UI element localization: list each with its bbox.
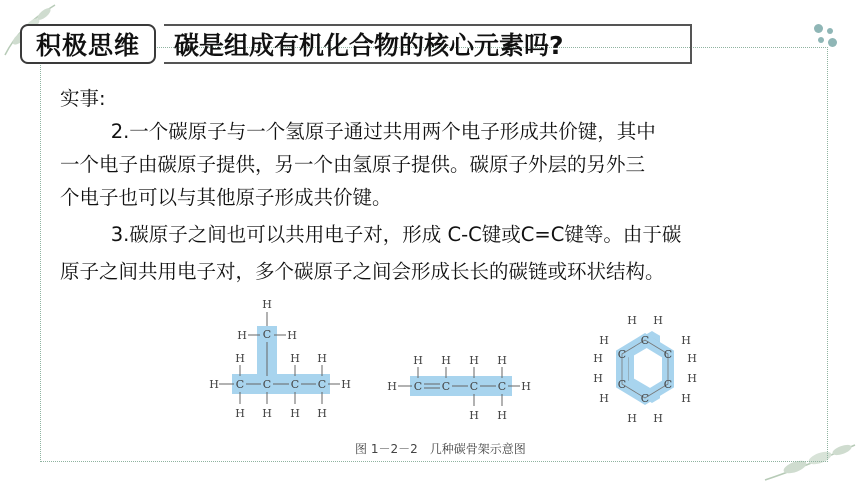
svg-text:C: C xyxy=(663,348,673,361)
svg-text:C: C xyxy=(640,334,650,347)
svg-text:H: H xyxy=(593,352,603,365)
title-bar xyxy=(20,24,692,64)
content-heading: 实事: xyxy=(60,87,106,110)
svg-text:C: C xyxy=(617,378,627,391)
svg-text:H: H xyxy=(599,334,609,347)
paragraph-2-line-2: 一个电子由碳原子提供，另一个由氢原子提供。碳原子外层的另外三 xyxy=(60,153,646,176)
svg-text:H: H xyxy=(290,407,300,420)
svg-text:H: H xyxy=(441,354,451,367)
svg-text:H: H xyxy=(469,354,479,367)
branched-chain-structure xyxy=(209,298,351,420)
svg-text:H: H xyxy=(599,392,609,405)
paragraph-3-line-2: 原子之间共用电子对，多个碳原子之间会形成长长的碳链或环状结构。 xyxy=(60,260,665,283)
svg-text:H: H xyxy=(687,372,697,385)
svg-text:H: H xyxy=(469,409,479,422)
svg-text:H: H xyxy=(413,354,423,367)
svg-text:H: H xyxy=(287,329,297,342)
paragraph-2-line-1: 2.一个碳原子与一个氢原子通过共用两个电子形成共价键，其中 xyxy=(110,120,656,143)
paragraph-2-line-3: 个电子也可以与其他原子形成共价键。 xyxy=(60,186,392,209)
paragraph-3-line-1: 3.碳原子之间也可以共用电子对，形成 C-C键或C=C键等。由于碳 xyxy=(110,223,682,246)
dots-decoration xyxy=(814,24,838,48)
svg-text:H: H xyxy=(209,378,219,391)
figure-caption: 图 1－2－2 几种碳骨架示意图 xyxy=(355,442,526,456)
svg-text:H: H xyxy=(521,380,531,393)
svg-text:C: C xyxy=(317,378,327,391)
svg-text:H: H xyxy=(627,314,637,327)
svg-text:C: C xyxy=(441,380,451,393)
svg-text:C: C xyxy=(235,378,245,391)
svg-text:C: C xyxy=(469,380,479,393)
svg-text:C: C xyxy=(262,328,272,341)
ring-figure xyxy=(590,310,700,430)
svg-text:H: H xyxy=(290,352,300,365)
svg-text:H: H xyxy=(317,352,327,365)
svg-text:C: C xyxy=(262,378,272,391)
svg-text:H: H xyxy=(687,352,697,365)
linear-chain-structure xyxy=(387,354,531,422)
svg-text:H: H xyxy=(387,380,397,393)
svg-text:H: H xyxy=(235,352,245,365)
svg-text:H: H xyxy=(317,407,327,420)
svg-text:H: H xyxy=(653,412,663,425)
svg-text:C: C xyxy=(640,392,650,405)
svg-text:H: H xyxy=(653,314,663,327)
svg-text:H: H xyxy=(237,329,247,342)
svg-text:C: C xyxy=(497,380,507,393)
svg-text:H: H xyxy=(262,298,272,311)
section-tag: 积极思维 xyxy=(20,24,156,64)
svg-text:H: H xyxy=(235,407,245,420)
svg-text:H: H xyxy=(497,354,507,367)
svg-text:H: H xyxy=(497,409,507,422)
svg-text:H: H xyxy=(593,372,603,385)
content-body xyxy=(60,82,800,288)
svg-text:H: H xyxy=(262,407,272,420)
svg-text:C: C xyxy=(290,378,300,391)
svg-text:C: C xyxy=(413,380,423,393)
svg-text:H: H xyxy=(627,412,637,425)
svg-text:C: C xyxy=(617,348,627,361)
svg-text:C: C xyxy=(663,378,673,391)
svg-text:H: H xyxy=(341,378,351,391)
svg-text:H: H xyxy=(681,334,691,347)
page-title: 碳是组成有机化合物的核心元素吗? xyxy=(164,24,692,64)
svg-text:H: H xyxy=(681,392,691,405)
